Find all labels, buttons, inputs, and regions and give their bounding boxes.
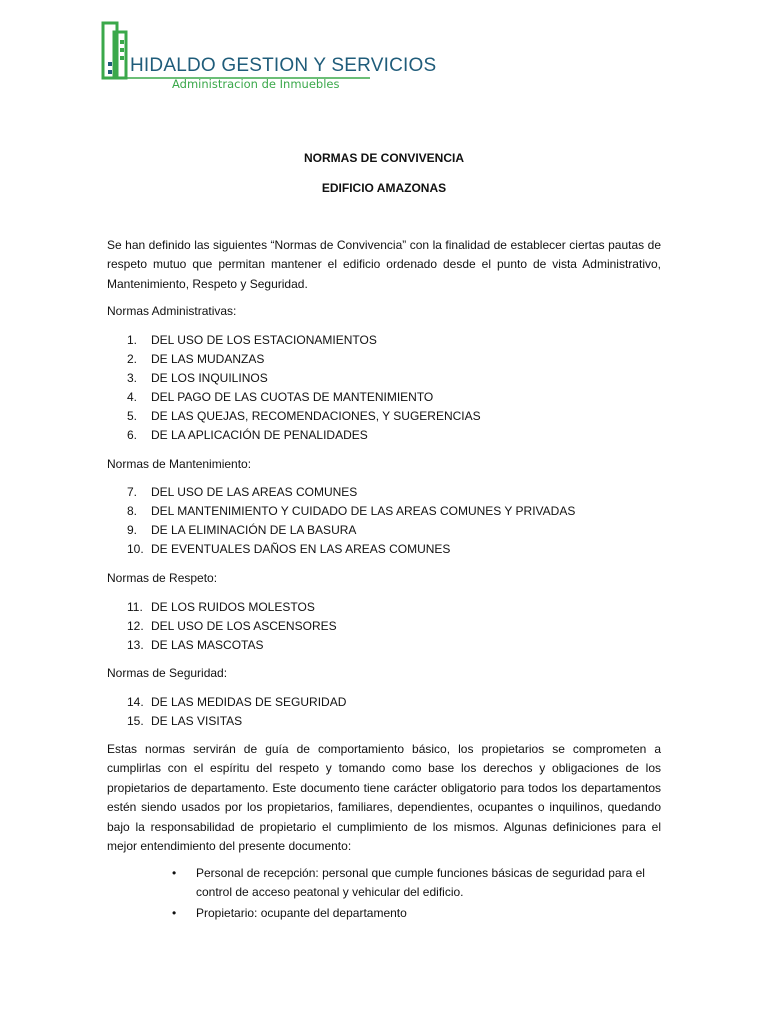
list-item: 11. DE LOS RUIDOS MOLESTOS: [127, 600, 315, 614]
document-subtitle: EDIFICIO AMAZONAS: [321, 181, 447, 195]
list-respeto: [127, 598, 337, 655]
list-item: 4. DEL PAGO DE LAS CUOTAS DE MANTENIMIENTO: [127, 390, 434, 404]
definition-item: • Propietario: ocupante del departamento: [172, 904, 662, 923]
list-item: 15. DE LAS VISITAS: [127, 714, 243, 728]
list-item: 6. DE LA APLICACIÓN DE PENALIDADES: [127, 428, 368, 442]
bullet-icon: •: [172, 905, 177, 920]
list-item: 9. DE LA ELIMINACIÓN DE LA BASURA: [127, 523, 357, 537]
section-heading-respeto: Normas de Respeto:: [107, 571, 218, 585]
company-tagline: Administracion de Inmuebles: [172, 77, 340, 91]
definition-item: • Personal de recepción: personal que cumple funciones básicas de seguridad para el control de acceso peatonal y vehicular del edificio.: [172, 866, 645, 900]
company-name: HIDALDO GESTION Y SERVICIOS: [130, 55, 437, 76]
bullet-icon: •: [172, 866, 177, 880]
list-item: 5. DE LAS QUEJAS, RECOMENDACIONES, Y SUGERENCIAS: [127, 409, 481, 423]
list-item: 8. DEL MANTENIMIENTO Y CUIDADO DE LAS AREAS COMUNES Y PRIVADAS: [127, 504, 576, 518]
list-item: 13. DE LAS MASCOTAS: [127, 638, 264, 652]
list-seguridad: [127, 693, 346, 731]
list-item: 12. DEL USO DE LOS ASCENSORES: [127, 619, 337, 633]
definitions-list: [172, 864, 662, 923]
list-item: 7. DEL USO DE LAS AREAS COMUNES: [127, 485, 358, 499]
section-heading-mantenimiento: Normas de Mantenimiento:: [107, 457, 252, 471]
list-mantenimiento: [127, 483, 575, 559]
list-item: 3. DE LOS INQUILINOS: [127, 371, 268, 385]
intro-paragraph: Se han definido las siguientes “Normas de Convivencia” con la finalidad de establecer ciertas pautas de respeto mutuo que permitan mantener el edificio ordenado desde el punto de vista Administrativo, Mantenimiento, Respeto y Seguridad.: [107, 238, 661, 291]
section-heading-seguridad: Normas de Seguridad:: [107, 666, 228, 680]
list-item: 10. DE EVENTUALES DAÑOS EN LAS AREAS COMUNES: [127, 542, 451, 556]
list-item: 1. DEL USO DE LOS ESTACIONAMIENTOS: [127, 333, 377, 347]
section-heading-administrativas: Normas Administrativas:: [107, 304, 237, 318]
list-administrativas: [127, 331, 481, 445]
closing-paragraph: Estas normas servirán de guía de comportamiento básico, los propietarios se comprometen a cumplirlas con el espíritu del respeto y tomando como base los derechos y obligaciones de los propietarios de departamento. Este documento tiene carácter obligatorio para todos los departamentos estén siendo usados por los propietarios, familiares, dependientes, ocupantes o inquilinos, quedando bajo la responsabilidad de propietario el cumplimiento de los mismos. Algunas definiciones para el mejor entendimiento del presente documento:: [107, 742, 661, 854]
document-title: NORMAS DE CONVIVENCIA: [303, 151, 464, 165]
list-item: 2. DE LAS MUDANZAS: [127, 352, 265, 366]
list-item: 14. DE LAS MEDIDAS DE SEGURIDAD: [127, 695, 347, 709]
